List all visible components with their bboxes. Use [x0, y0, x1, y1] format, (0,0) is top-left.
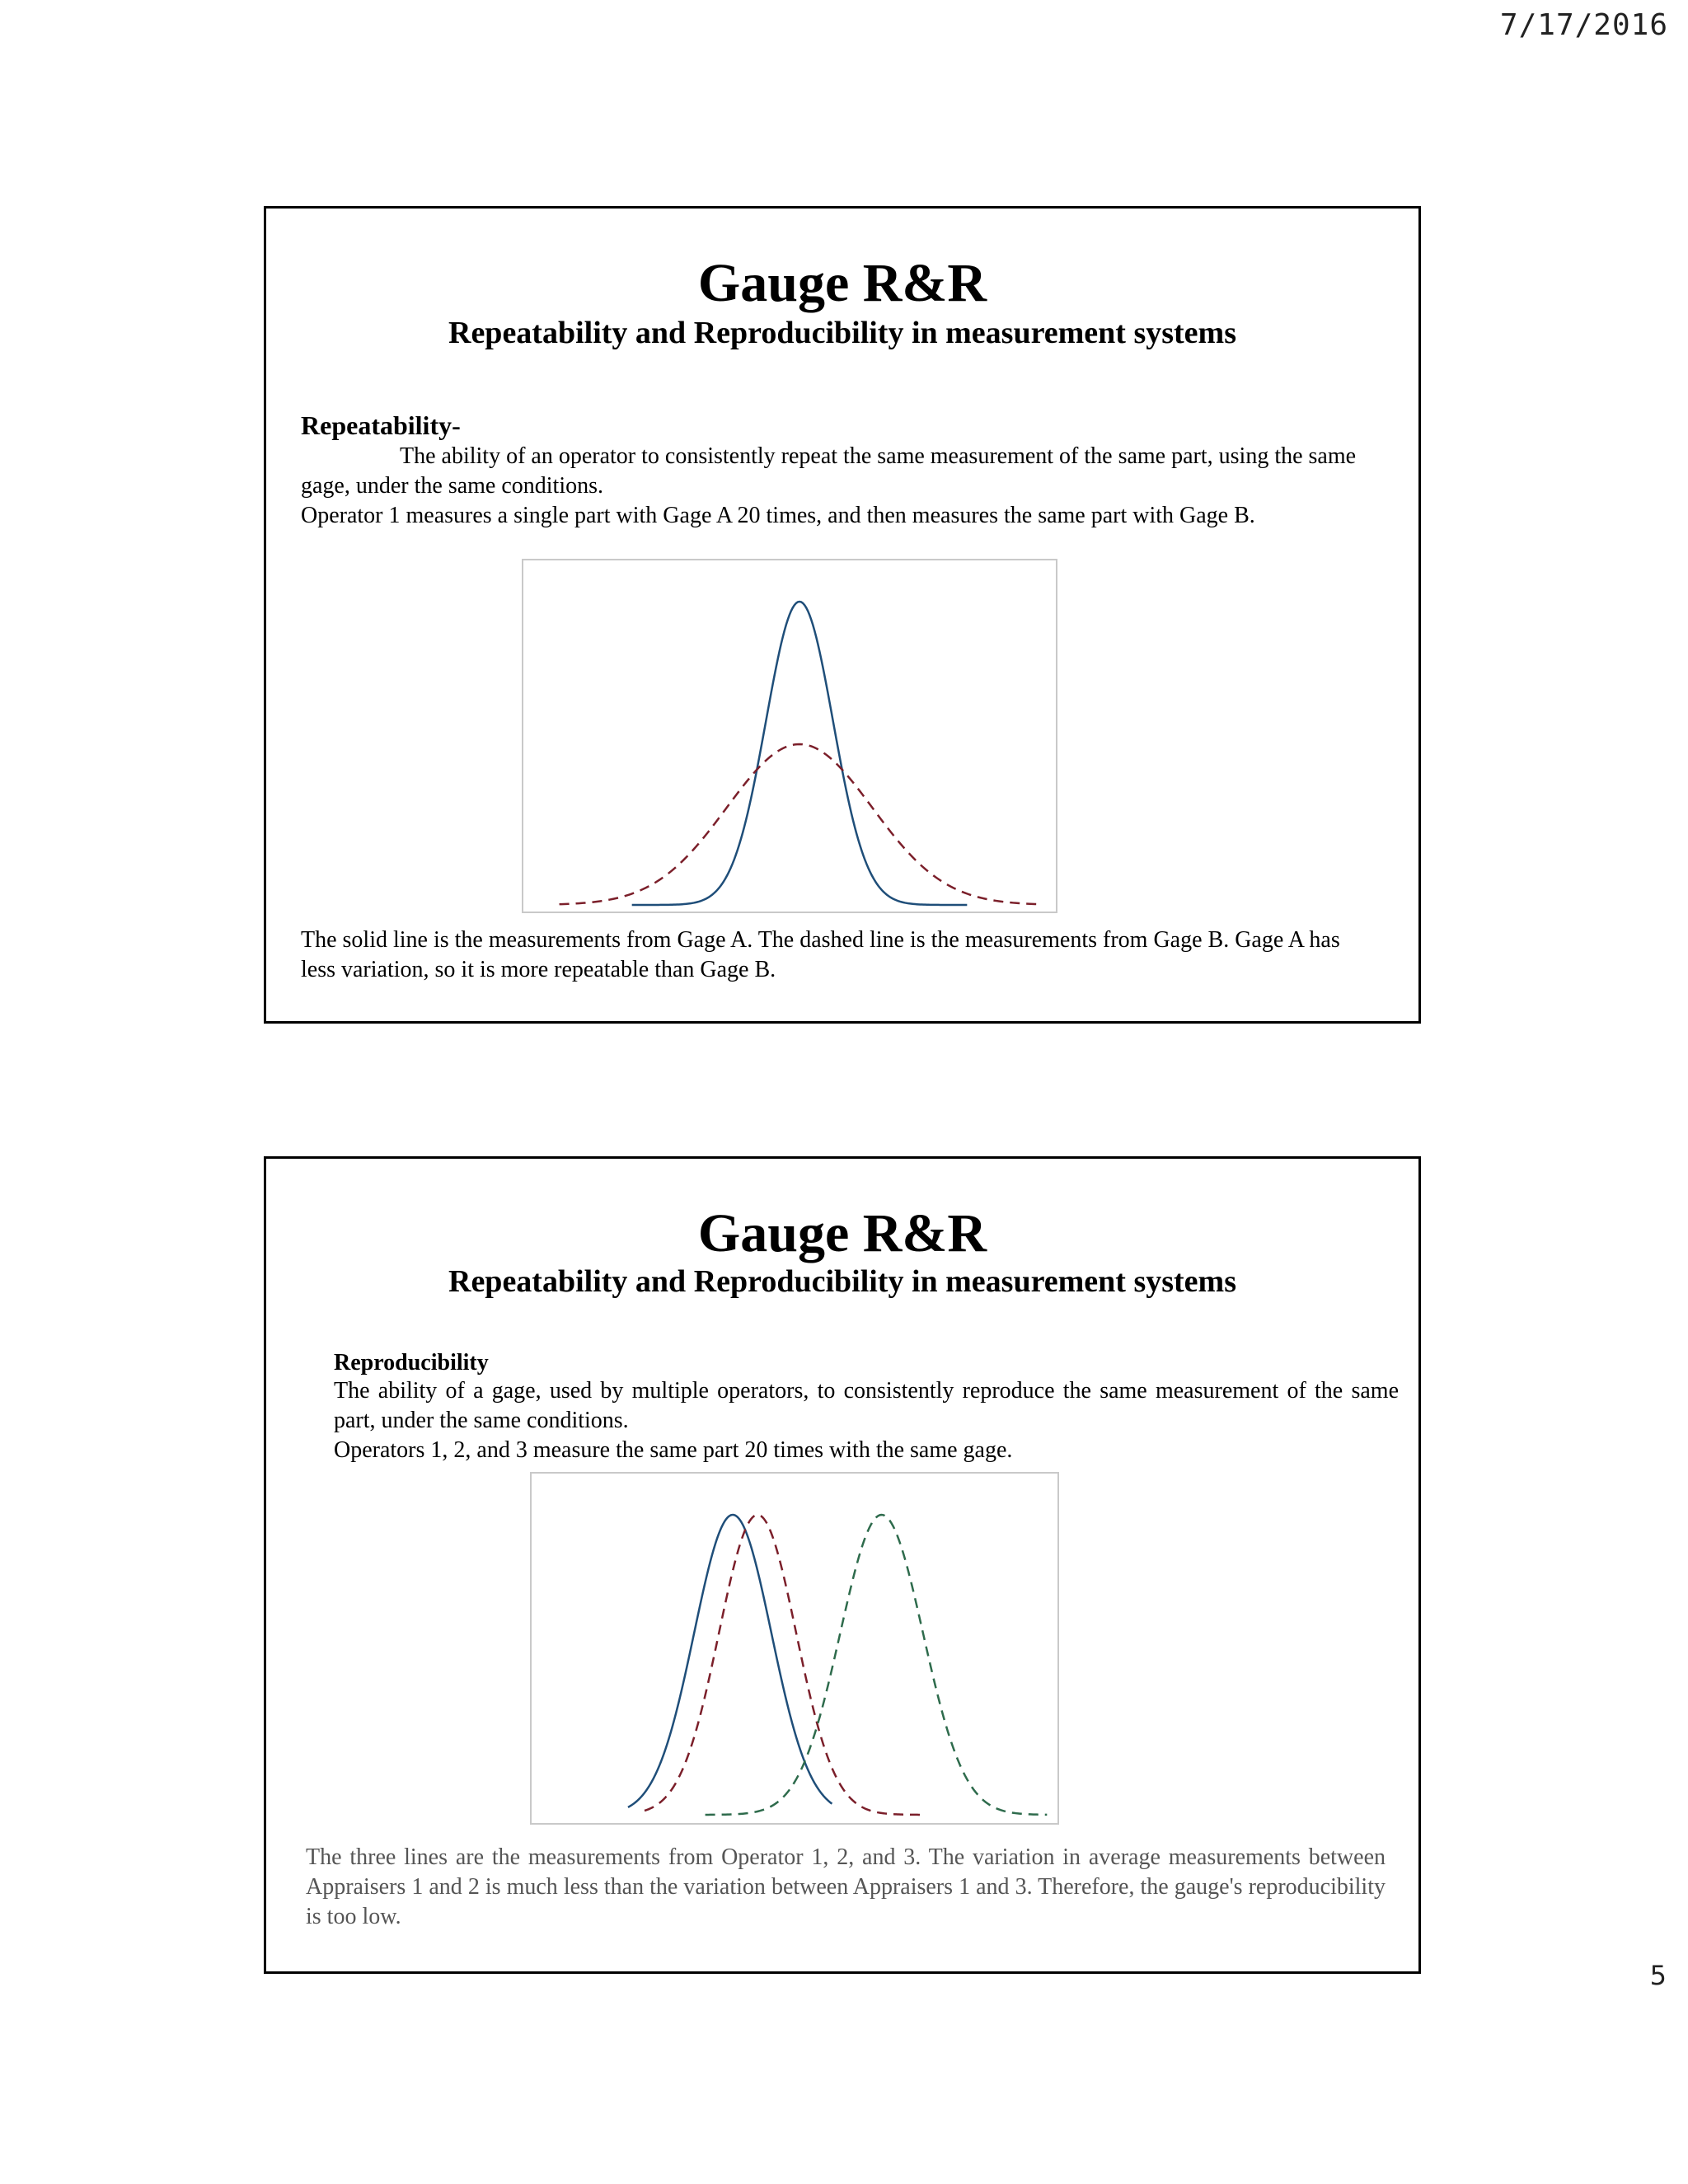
chart-caption: The three lines are the measurements from Operator 1, 2, and 3. The variation in average measurements between Appraisers 1 and 2 is much less than the variation between Appraisers 1 and 3. Therefore, the gauge's reproducibility is too low.	[306, 1844, 1386, 1929]
slide-subtitle: Repeatability and Reproducibility in measurement systems	[448, 316, 1236, 350]
reproducibility-chart	[530, 1472, 1059, 1825]
slide-title: Gauge R&R	[697, 253, 987, 313]
chart-caption: The solid line is the measurements from Gage A. The dashed line is the measurements from Gage B. Gage A has less variation, so it is more repeatable than Gage B.	[301, 927, 1340, 982]
page-date: 7/17/2016	[1499, 8, 1668, 42]
slide-subtitle: Repeatability and Reproducibility in measurement systems	[448, 1264, 1236, 1299]
page-number: 5	[1649, 1960, 1667, 1991]
slide-repeatability	[264, 206, 1421, 1024]
repeatability-chart	[522, 559, 1057, 913]
definition-text: The ability of a gage, used by multiple operators, to consistently reproduce the same measurement of the same part, under the same conditions.	[334, 1378, 1399, 1433]
series-line-operator-3	[706, 1515, 1048, 1815]
series-line-gage-a	[632, 602, 968, 905]
section-heading: Reproducibility	[334, 1350, 489, 1376]
slide-reproducibility	[264, 1156, 1421, 1974]
reproducibility-chart-svg	[532, 1474, 1061, 1826]
series-line-gage-b	[560, 744, 1040, 904]
example-text: Operator 1 measures a single part with Gage A 20 times, and then measures the same part with Gage B.	[301, 503, 1255, 528]
example-text: Operators 1, 2, and 3 measure the same part 20 times with the same gage.	[334, 1437, 1013, 1463]
section-heading: Repeatability-	[301, 410, 461, 440]
slide-title: Gauge R&R	[697, 1203, 987, 1263]
repeatability-chart-svg	[523, 560, 1059, 915]
definition-text: The ability of an operator to consistently repeat the same measurement of the same part, using the same gage, under the same conditions.	[301, 443, 1357, 499]
